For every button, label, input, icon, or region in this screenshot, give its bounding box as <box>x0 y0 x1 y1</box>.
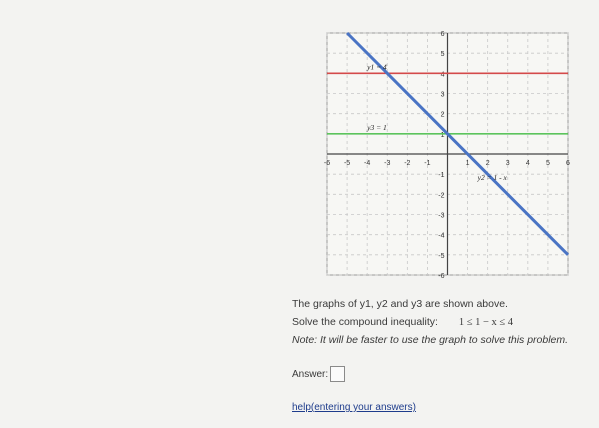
help-entering-answers-link[interactable]: help(entering your answers) <box>292 402 416 413</box>
answer-input[interactable] <box>330 366 345 382</box>
equation-label: y2 = 1 - x <box>477 173 507 183</box>
solve-label: Solve the compound inequality: <box>292 316 438 328</box>
x-tick-label: 5 <box>545 160 550 167</box>
x-tick-label: -3 <box>384 160 391 167</box>
y-tick-label: -6 <box>438 273 445 280</box>
note-text: Note: It will be faster to use the graph to solve this problem. <box>292 334 569 346</box>
x-tick-label: 3 <box>505 160 510 167</box>
y-tick-label: 1 <box>440 131 445 139</box>
x-tick-label: -5 <box>343 160 351 167</box>
y-tick-label: -1 <box>438 172 445 180</box>
y-tick-label: 4 <box>440 71 445 79</box>
y-tick-label: 2 <box>440 111 445 119</box>
x-tick-label: 1 <box>465 160 470 167</box>
problem-intro-text: The graphs of y1, y2 and y3 are shown above. <box>292 298 508 310</box>
x-tick-label: 6 <box>566 160 570 167</box>
x-tick-label: -1 <box>424 160 431 167</box>
problem-intro <box>292 298 508 310</box>
x-tick-label: -6 <box>323 160 331 167</box>
x-tick-label: -4 <box>364 160 371 167</box>
equation-label: y3 = 1 <box>367 122 387 132</box>
x-tick-label: 4 <box>525 160 530 167</box>
problem-note <box>292 334 568 346</box>
y-tick-label: -5 <box>438 252 445 260</box>
answer-label: Answer: <box>292 368 329 380</box>
answer-row <box>292 366 345 382</box>
y-tick-label: -2 <box>438 192 445 200</box>
y-tick-label: 6 <box>440 31 445 38</box>
y-tick-label: 3 <box>440 91 445 99</box>
x-tick-label: 2 <box>485 160 490 167</box>
y-tick-label: -3 <box>438 212 445 220</box>
y-tick-label: 5 <box>440 51 445 59</box>
y-tick-label: -4 <box>438 232 445 240</box>
x-tick-label: -2 <box>404 160 411 167</box>
equation-label: y1 = 4 <box>367 62 387 72</box>
problem-solve-line <box>292 316 513 328</box>
compound-inequality: 1 ≤ 1 − x ≤ 4 <box>458 317 514 328</box>
